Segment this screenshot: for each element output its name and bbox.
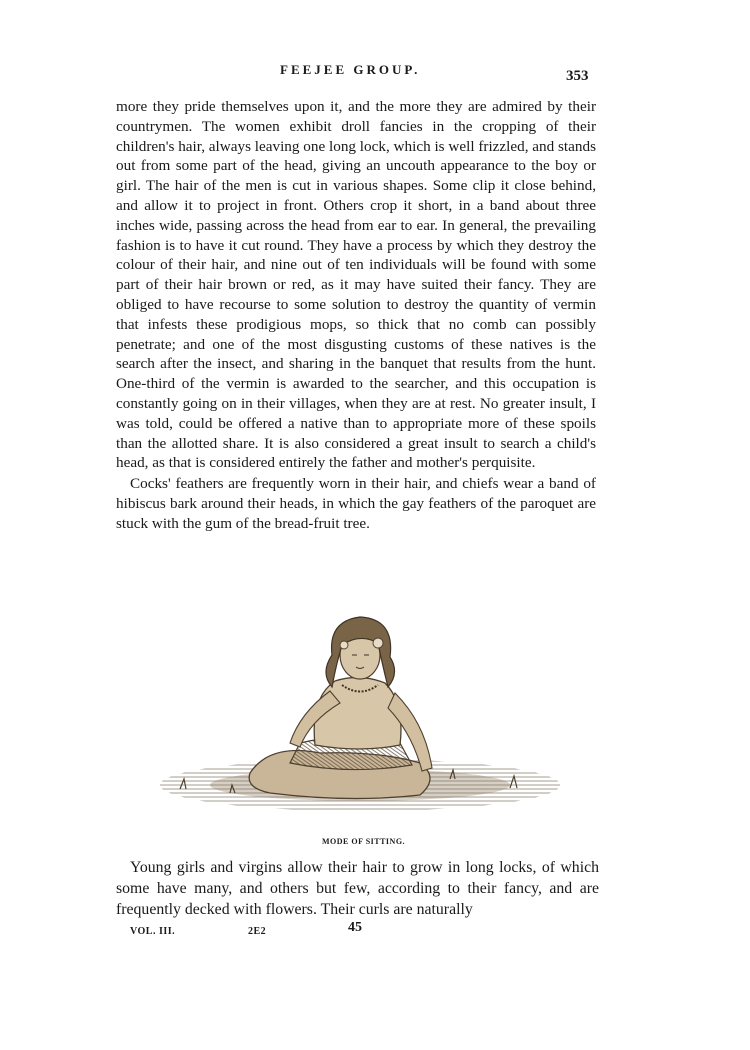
lower-text [116,856,599,920]
sheet-number: 45 [348,920,362,935]
volume-mark: VOL. III. [130,926,176,937]
engraving-illustration [150,603,570,835]
figure-caption: MODE OF SITTING. [322,837,406,846]
paragraph-feathers: Cocks' feathers are frequently worn in their hair, and chiefs wear a band of hibiscus bark around their heads, in which the gay feathers of the paroquet are stuck with the gum of the bread-fruit tree. [116,475,596,532]
signature-mark: 2E2 [248,926,267,937]
paragraph-hair-customs: more they pride themselves upon it, and the more they are admired by their countrymen. The women exhibit droll fancies in the cropping of their children's hair, always leaving one long lock, which is well frizzled, and stands out from some part of the head, giving an uncouth appearance to the boy or girl. The hair of the men is cut in various shapes. Some clip it close behind, and allow it to project in front. Others crop it short, in a band about three inches wide, passing across the head from ear to ear. In general, the prevailing fashion is to have it cut round. They have a process by which they destroy the colour of their hair, and nine out of ten individuals will be found with some part of their hair brown or red, as it may have suited their fancy. They are obliged to have recourse to some solution to destroy the quantity of vermin that infests these prodigious mops, so thick that no comb can possibly penetrate; and one of the most disgusting customs of these natives is the search after the insect, and sharing in the banquet that results from the hunt. One-third of the vermin is awarded to the searcher, and this occupation is constantly going on in their villages, when they are at rest. No greater insult, I was told, could be offered a native than to appropriate more of these spoils than the allotted share. It is also considered a great insult to search a child's head, as that is considered entirely the father and mother's perquisite. [116,98,596,472]
engraving-mode-of-sitting [150,603,570,835]
running-head [0,62,750,82]
running-title: FEEJEE GROUP. [280,62,421,77]
body-text [116,97,596,534]
paragraph-young-girls: Young girls and virgins allow their hair to grow in long locks, of which some have many, and others but few, according to their fancy, and are frequently decked with flowers. Their curls are naturally [116,859,599,918]
page-number: 353 [566,68,589,84]
page-footer [0,920,750,940]
